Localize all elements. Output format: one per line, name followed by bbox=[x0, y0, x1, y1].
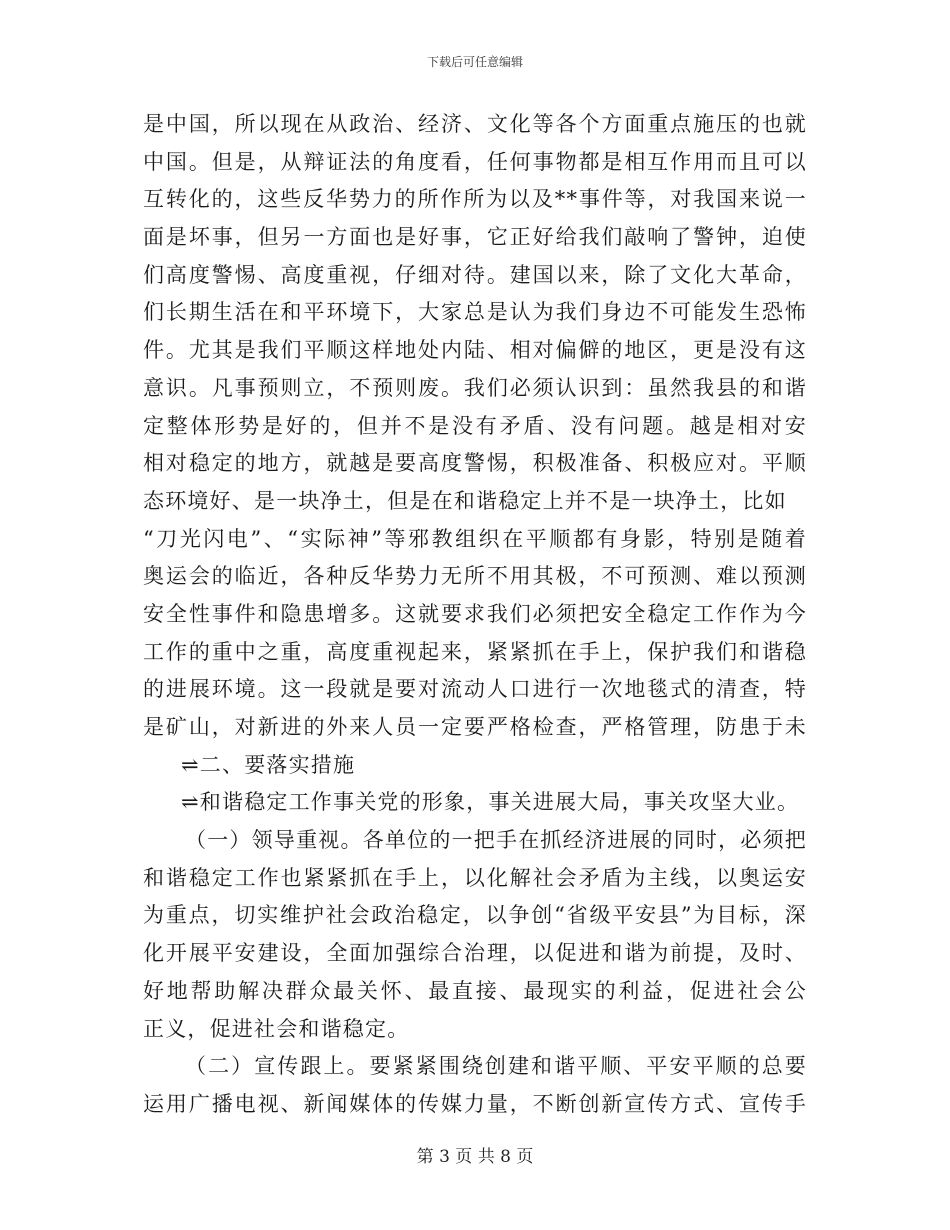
text-line: 安全性事件和隐患增多。这就要求我们必须把安全稳定工作作为今 bbox=[143, 601, 807, 626]
text-line: 运用广播电视、新闻媒体的传媒力量，不断创新宣传方式、宣传手 bbox=[143, 1091, 807, 1116]
text-line: 是矿山，对新进的外来人员一定要严格检查，严格管理，防患于未 bbox=[143, 715, 807, 739]
text-line: 好地帮助解决群众最关怀、最直接、最现实的利益，促进社会公 bbox=[143, 978, 807, 1003]
text-line: “刀光闪电”、“实际神”等邪教组织在平顺都有身影，特别是随着 bbox=[143, 526, 807, 551]
page-header: 下载后可任意编辑 bbox=[426, 55, 523, 69]
text-line: ⇌和谐稳定工作事关党的形象，事关进展大局，事关攻坚大业。 bbox=[181, 790, 800, 815]
text-line: 面是坏事，但另一方面也是好事，它正好给我们敲响了警钟，迫使 bbox=[143, 225, 807, 250]
text-line: （二）宣传跟上。要紧紧围绕创建和谐平顺、平安平顺的总要 bbox=[185, 1054, 807, 1079]
text-line: 相对稳定的地方，就越是要高度警惕，积极准备、积极应对。平顺 bbox=[143, 451, 807, 476]
text-line: 奥运会的临近，各种反华势力无所不用其极，不可预测、难以预测 bbox=[143, 564, 807, 589]
text-line: 定整体形势是好的，但并不是没有矛盾、没有问题。越是相对安 bbox=[143, 413, 807, 438]
section-heading: ⇌二、要落实措施 bbox=[181, 752, 356, 777]
text-line: （一）领导重视。各单位的一把手在抓经济进展的同时，必须把 bbox=[185, 828, 807, 853]
text-line: 是中国，所以现在从政治、经济、文化等各个方面重点施压的也就 bbox=[143, 112, 807, 136]
text-line: 中国。但是，从辩证法的角度看，任何事物都是相互作用而且可以 bbox=[143, 149, 807, 174]
text-line: 和谐稳定工作也紧紧抓在手上，以化解社会矛盾为主线，以奥运安 bbox=[143, 865, 807, 890]
text-line: 化开展平安建设，全面加强综合治理，以促进和谐为前提，及时、 bbox=[143, 941, 807, 966]
page-number-footer: 第 3 页 共 8 页 bbox=[416, 1147, 534, 1167]
text-line: 意识。凡事预则立，不预则废。我们必须认识到：虽然我县的和谐 bbox=[143, 375, 807, 400]
text-line: 的进展环境。这一段就是要对流动人口进行一次地毯式的清查，特 bbox=[143, 677, 807, 702]
text-line: 态环境好、是一块净土，但是在和谐稳定上并不是一块净土，比如 bbox=[143, 488, 787, 513]
text-line: 件。尤其是我们平顺这样地处内陆、相对偏僻的地区，更是没有这 bbox=[143, 338, 807, 363]
document-body bbox=[143, 106, 807, 1124]
text-line: 互转化的，这些反华势力的所作所为以及**事件等，对我国来说一 bbox=[143, 187, 807, 212]
text-line: 们长期生活在和平环境下，大家总是认为我们身边不可能发生恐怖 bbox=[143, 300, 807, 325]
text-line: 们高度警惕、高度重视，仔细对待。建国以来，除了文化大革命， bbox=[143, 262, 807, 287]
text-line: 正义，促进社会和谐稳定。 bbox=[143, 1016, 410, 1041]
text-line: 工作的重中之重，高度重视起来，紧紧抓在手上，保护我们和谐稳 bbox=[143, 639, 807, 664]
text-line: 为重点，切实维护社会政治稳定，以争创“省级平安县”为目标，深 bbox=[143, 903, 807, 928]
